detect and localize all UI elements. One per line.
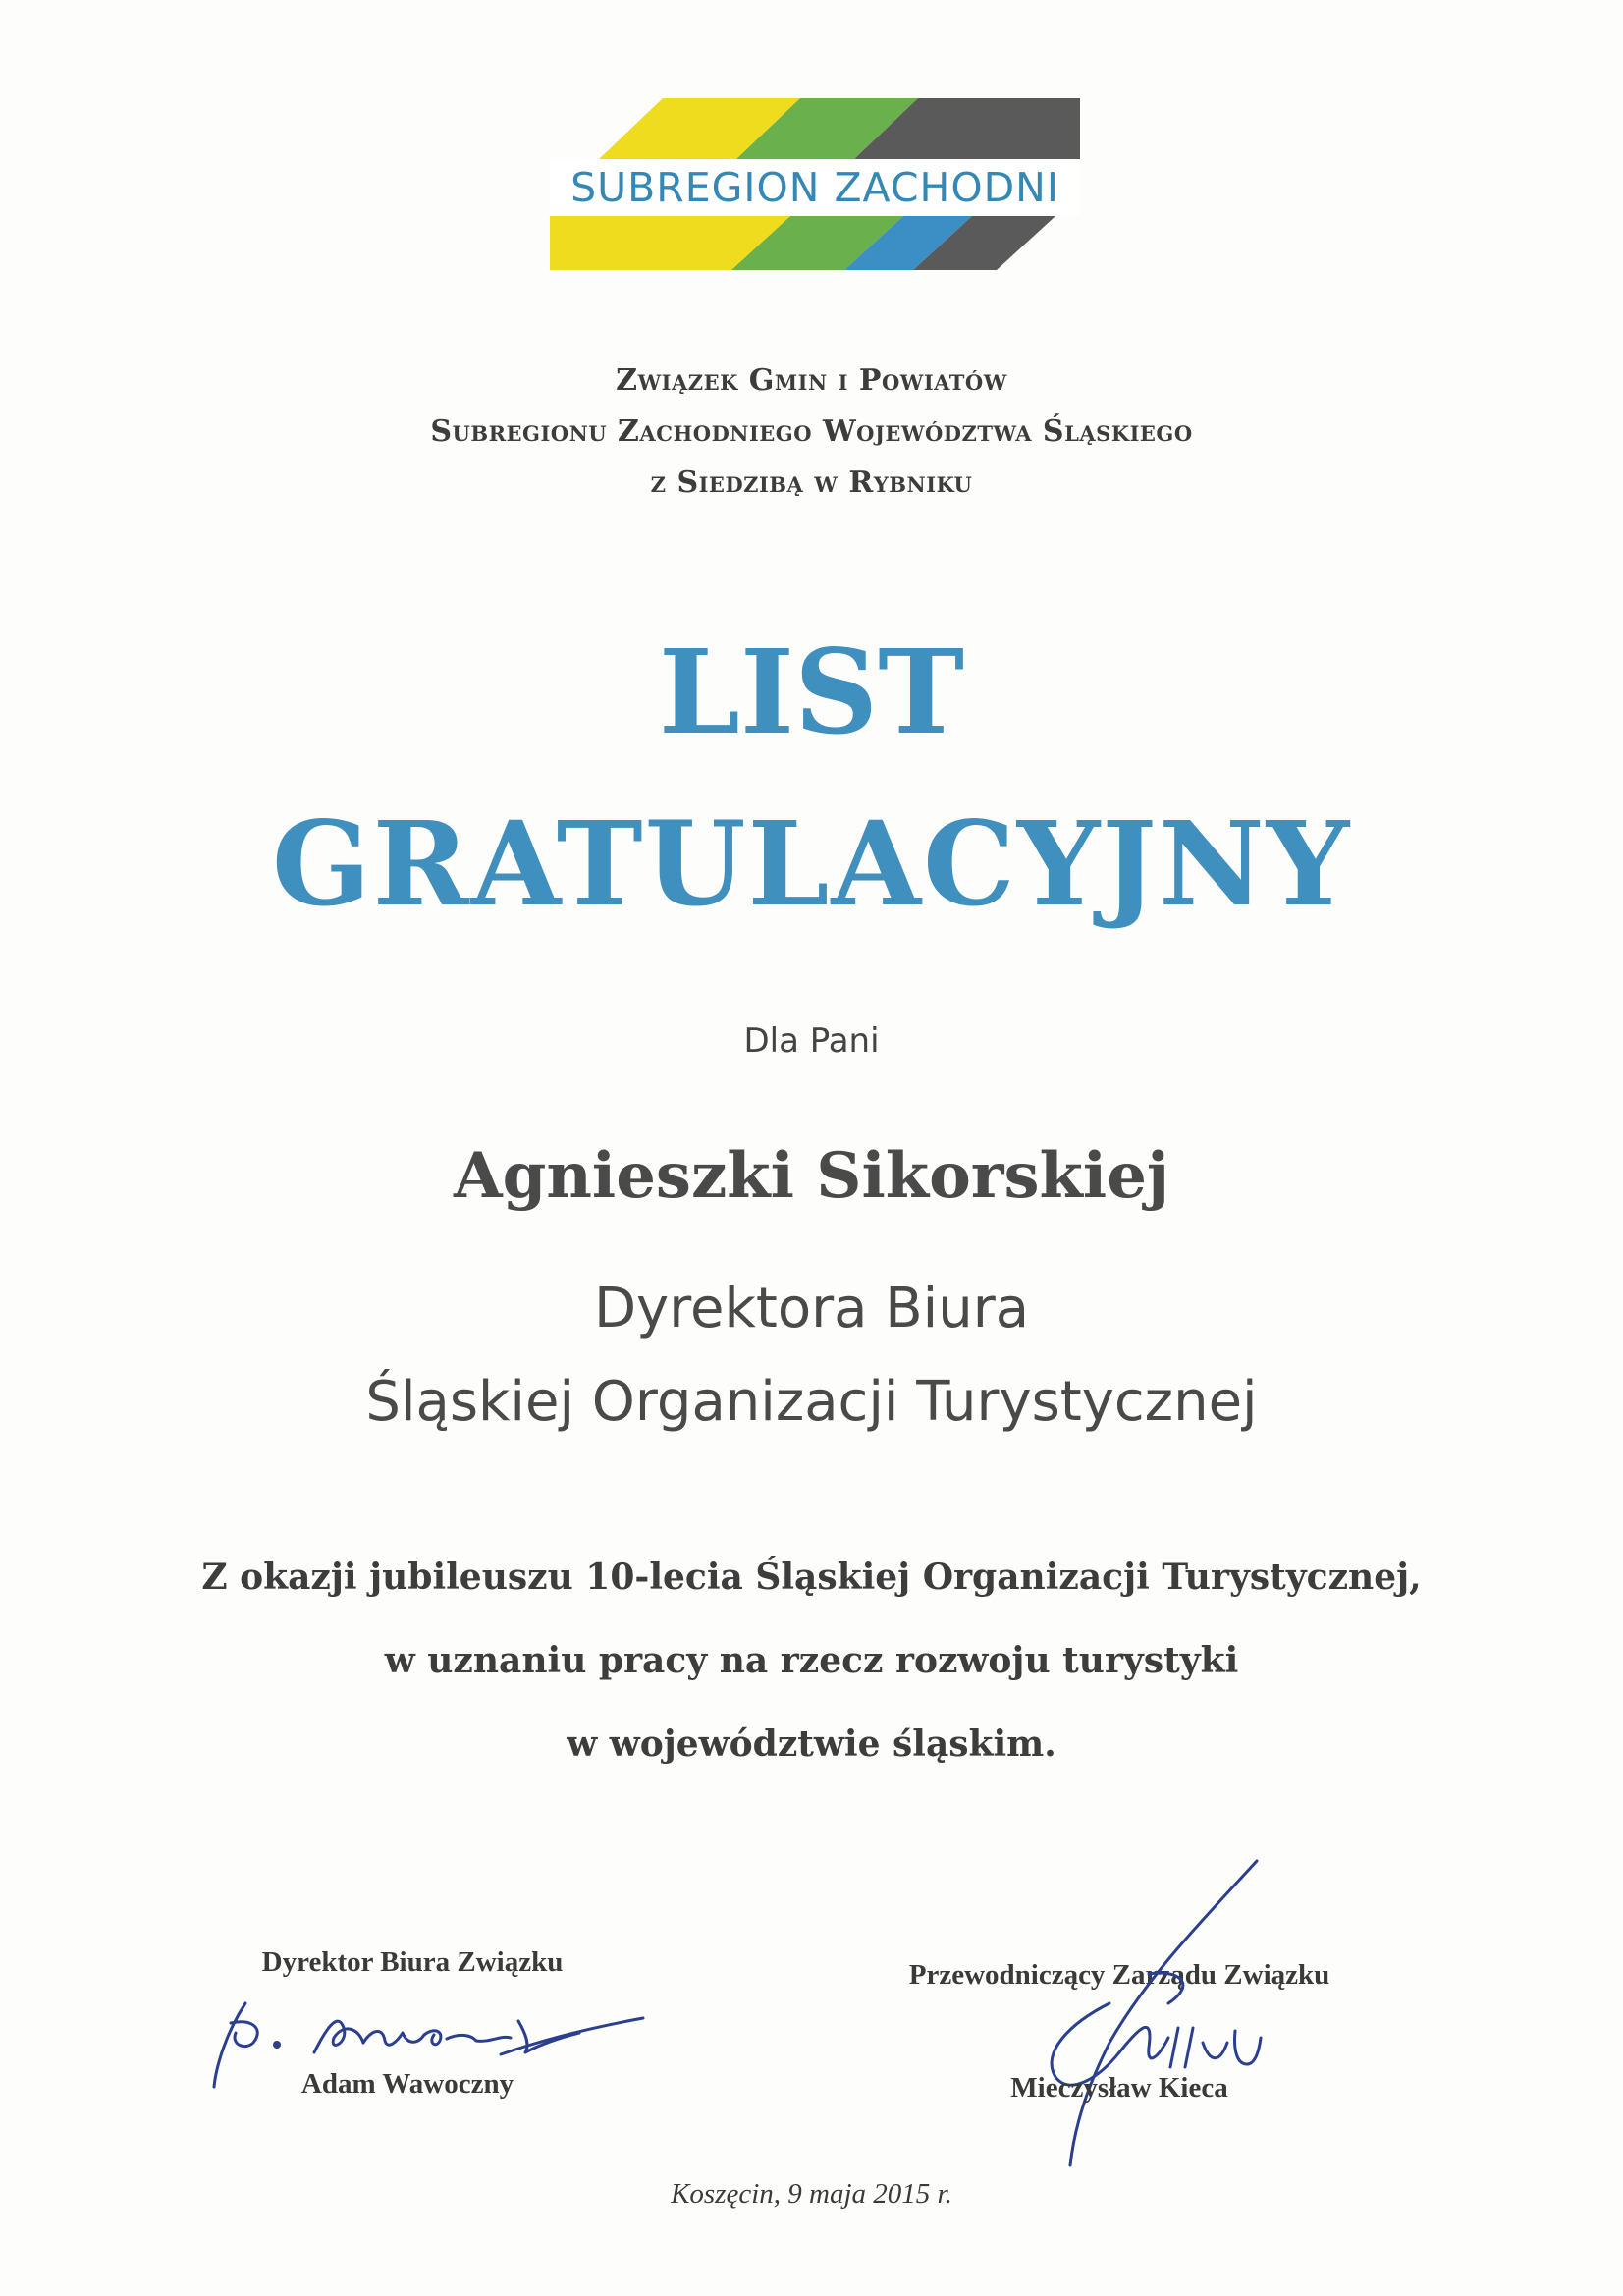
salutation: Dla Pani bbox=[743, 1021, 880, 1061]
organization-line-3: z Siedzibą w Rybniku bbox=[650, 465, 973, 500]
organization-line-1: Związek Gmin i Powiatów bbox=[616, 363, 1007, 398]
left-signatory-name: Adam Wawoczny bbox=[300, 2068, 514, 2100]
organization-line-2: Subregionu Zachodniego Województwa Śląskiego bbox=[430, 414, 1193, 449]
body-line-1: Z okazji jubileuszu 10-lecia Śląskiej Organizacji Turystycznej, bbox=[201, 1557, 1422, 1598]
subregion-logo bbox=[550, 98, 1080, 270]
recipient-name: Agnieszki Sikorskiej bbox=[453, 1139, 1170, 1213]
date-place: Koszęcin, 9 maja 2015 r. bbox=[671, 2178, 952, 2210]
recipient-role-line-1: Dyrektora Biura bbox=[593, 1277, 1030, 1340]
right-signatory-title: Przewodniczący Zarządu Związku bbox=[908, 1959, 1330, 1991]
logo-text: SUBREGION ZACHODNI bbox=[550, 159, 1080, 216]
recipient-role-line-2: Śląskiej Organizacji Turystycznej bbox=[365, 1370, 1258, 1434]
title-line-1: LIST bbox=[658, 624, 965, 760]
right-signatory-name: Mieczysław Kieca bbox=[1010, 2072, 1228, 2104]
right-signature-icon bbox=[1001, 1856, 1296, 2170]
title-line-2: GRATULACYJNY bbox=[271, 795, 1352, 932]
body-line-3: w województwie śląskim. bbox=[567, 1723, 1056, 1765]
body-line-2: w uznaniu pracy na rzecz rozwoju turystyki bbox=[384, 1640, 1239, 1681]
left-signatory-title: Dyrektor Biura Związku bbox=[261, 1946, 564, 1978]
